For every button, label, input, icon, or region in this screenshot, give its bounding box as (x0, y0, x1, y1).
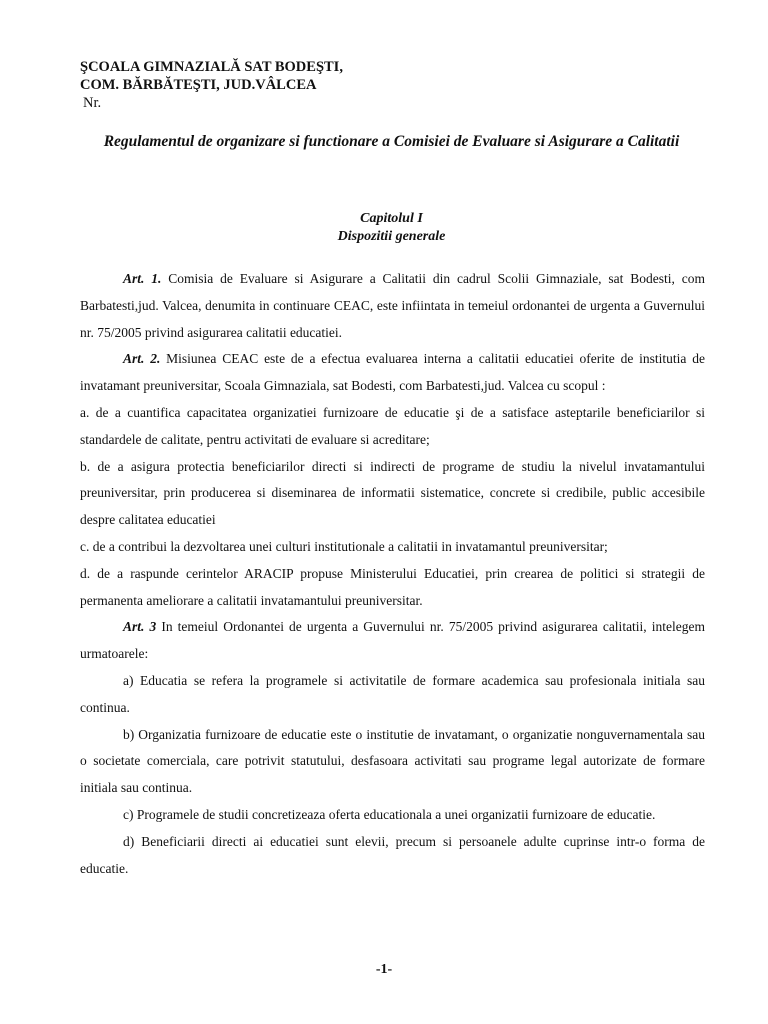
article-2-item-b: b. de a asigura protectia beneficiarilor directi si indirecti de programe de studiu la nivelul invatamantului preuniversitar, prin producerea si diseminarea de informatii sistematice, concrete si credibile, public accesibile despre calitatea educatiei (80, 458, 705, 528)
registration-number: Nr. (83, 95, 102, 111)
article-1 (80, 266, 705, 346)
chapter-title: Dispozitii generale (337, 229, 446, 244)
document-body (80, 266, 705, 882)
article-2-item-c: c. de a contribui la dezvoltarea unei culturi institutionale a calitatii in invatamantul preuniversitar; (80, 538, 608, 554)
article-3-item-d: d) Beneficiarii directi ai educatiei sunt elevii, precum si persoanele adulte cuprinse intr-o forma de educatie. (80, 833, 705, 876)
chapter-heading (80, 210, 703, 246)
article-1-label: Art. 1. (123, 271, 162, 286)
article-3 (80, 614, 705, 668)
school-address: COM. BĂRBĂTEŞTI, JUD.VÂLCEA (80, 77, 317, 93)
article-2 (80, 346, 705, 400)
chapter-number: Capitolul I (360, 211, 423, 226)
page-number: -1- (375, 962, 393, 977)
article-3-label: Art. 3 (123, 619, 157, 635)
article-1-text: Comisia de Evaluare si Asigurare a Calitatii din cadrul Scolii Gimnaziale, sat Bodesti, com Barbatesti,jud. Valcea, denumita in continuare CEAC, este infiintata in temeiul ordonantei de urgenta a Guvernului nr. 75/2005 privind asigurarea calitatii educatiei. (80, 271, 705, 340)
article-3-item-a: a) Educatia se refera la programele si activitatile de formare academica sau profesionala initiala sau continua. (80, 672, 705, 715)
document-title: Regulamentul de organizare si functionare a Comisiei de Evaluare si Asigurare a Calitatii (103, 133, 680, 150)
article-3-item-b: b) Organizatia furnizoare de educatie este o institutie de invatamant, o organizatie nonguvernamentala sau o societate comerciala, care potrivit statutului, desfasoara activitati sau programe legal autorizate de formare initiala sau continua. (80, 726, 705, 796)
article-3-text: In temeiul Ordonantei de urgenta a Guvernului nr. 75/2005 privind asigurarea calitatii, intelegem urmatoarele: (80, 619, 706, 662)
article-2-label: Art. 2. (123, 351, 161, 367)
article-3-item-c: c) Programele de studii concretizeaza oferta educationala a unei organizatii furnizoare de educatie. (123, 806, 656, 822)
article-2-text: Misiunea CEAC este de a efectua evaluarea interna a calitatii educatiei oferite de institutia de invatamant preuniversitar, Scoala Gimnaziala, sat Bodesti, com Barbatesti,jud. Valcea cu scopul : (80, 351, 705, 394)
school-name: ŞCOALA GIMNAZIALĂ SAT BODEŞTI, (80, 59, 343, 75)
article-2-item-a: a. de a cuantifica capacitatea organizatiei furnizoare de educatie şi de a satisface asteptarile beneficiarilor si standardele de calitate, pentru activitati de evaluare si acreditare; (80, 404, 705, 447)
article-2-item-d: d. de a raspunde cerintelor ARACIP propuse Ministerului Educatiei, prin crearea de politici si strategii de permanenta ameliorare a calitatii invatamantului preuniversitar. (80, 565, 705, 608)
school-header (80, 58, 343, 112)
